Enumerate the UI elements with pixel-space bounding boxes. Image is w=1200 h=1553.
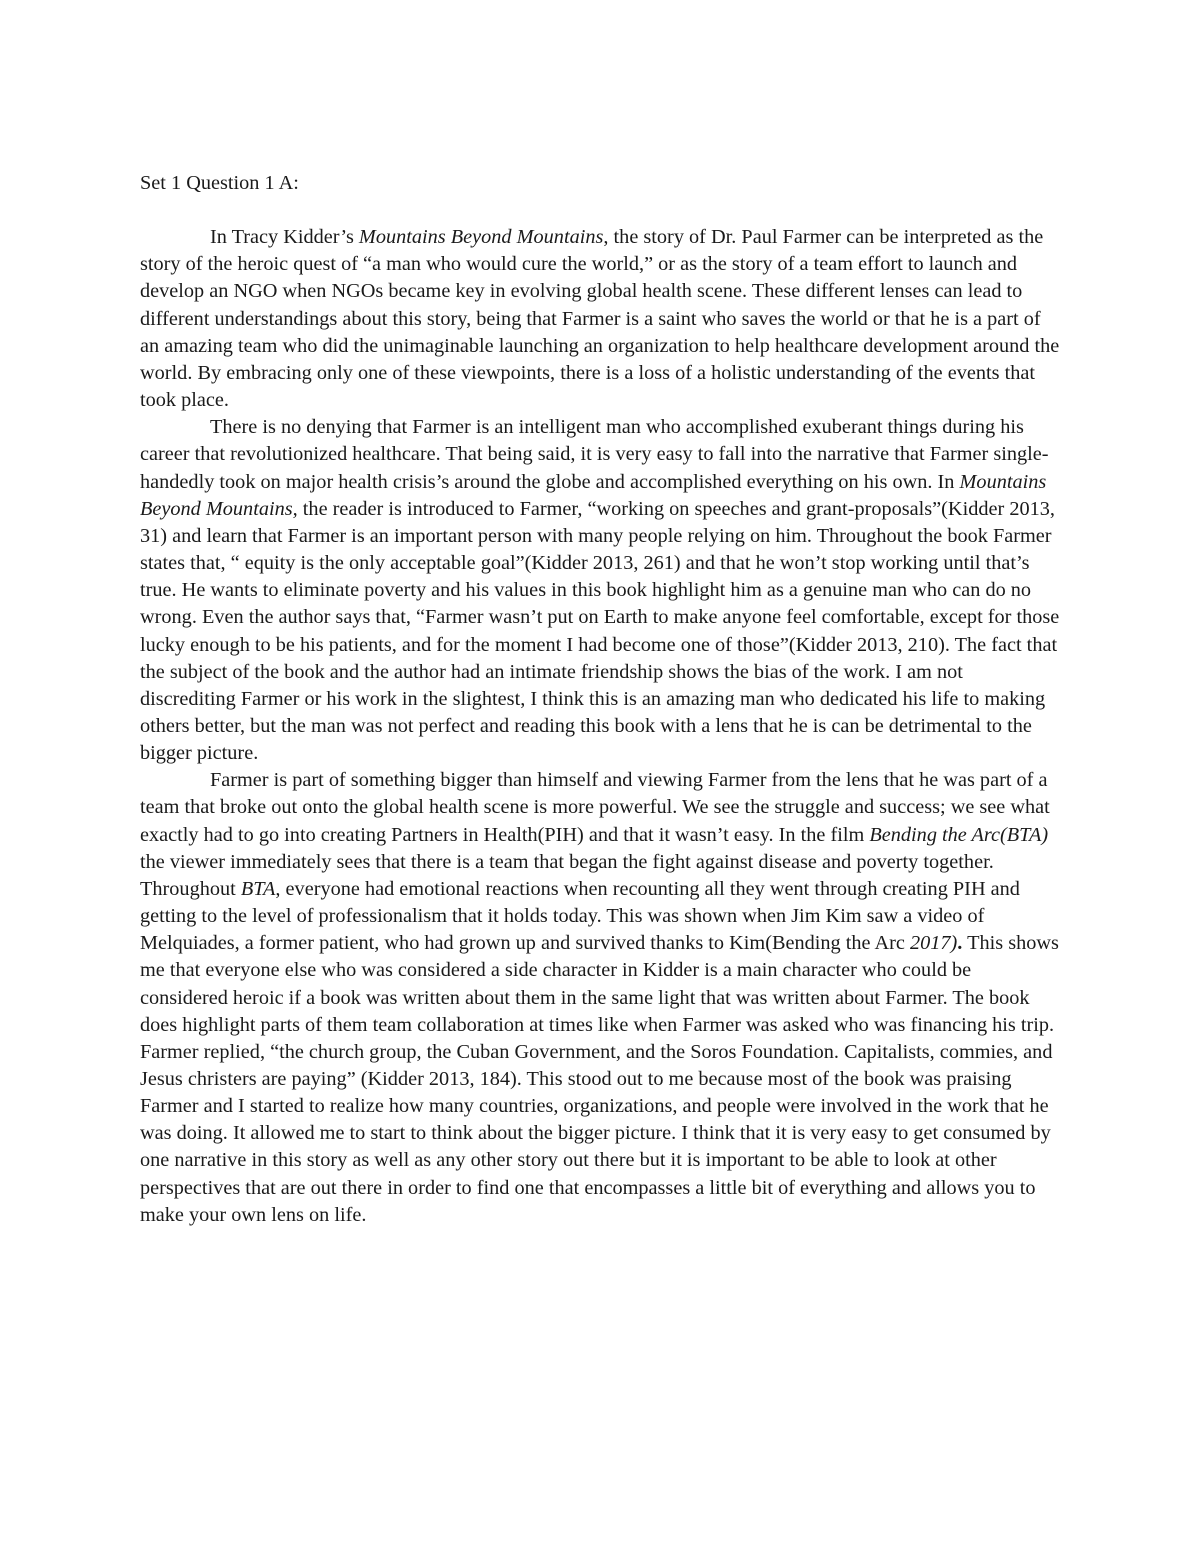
text-run: the reader is introduced to Farmer, “working on speeches and grant-proposals”(Kidder 2013, 31) and learn that Farmer is an important person with many people relying on him. Throughout the book Farmer states that, “ equity is the only acceptable goal”(Kidder 2013, 261) and that he won’t stop working until that’s true. He wants to eliminate poverty and his values in this book highlight him as a genuine man who can do no wrong. Even the author says that, “Farmer wasn’t put on Earth to make anyone feel comfortable, except for those lucky enough to be his patients, and for the moment I had become one of those”(Kidder 2013, 210). The fact that the subject of the book and the author had an intimate friendship shows the bias of the work. I am not discrediting Farmer or his work in the slightest, I think this is an amazing man who dedicated his life to making others better, but the man was not perfect and reading this book with a lens that he is can be detrimental to the bigger picture. xyxy=(140,497,1060,765)
book-title: Mountains Beyond Mountains, xyxy=(140,470,1047,520)
book-title: Mountains Beyond Mountains xyxy=(358,226,604,249)
film-title: Bending the Arc(BTA) xyxy=(869,823,1049,846)
film-abbreviation: BTA xyxy=(240,877,276,900)
paragraph-3 xyxy=(140,767,1060,1229)
document-heading: Set 1 Question 1 A: xyxy=(140,172,299,194)
text-run: , the story of Dr. Paul Farmer can be interpreted as the story of the heroic quest of “a man who would cure the world,” or as the story of a team effort to launch and develop an NGO when NGOs became key in evolving global health scene. These different lenses can lead to different understandings about this story, being that Farmer is a saint who saves the world or that he is a part of an amazing team who did the unimaginable launching an organization to help healthcare development around the world. By embracing only one of these viewpoints, there is a loss of a holistic understanding of the events that took place. xyxy=(140,226,1060,412)
text-run: Farmer is part of something bigger than himself and viewing Farmer from the lens that he was part of a team that broke out onto the global health scene is more powerful. We see the struggle and success; we see what exactly had to go into creating Partners in Health(PIH) and that it wasn’t easy. In the film xyxy=(140,769,1050,846)
text-run: There is no denying that Farmer is an intelligent man who accomplished exuberant things during his career that revolutionized healthcare. That being said, it is very easy to fall into the narrative that Farmer single-handedly took on major health crisis’s around the globe and accomplished everything on his own. In xyxy=(140,416,1049,493)
citation-year: 2017) xyxy=(909,932,958,955)
text-run: This shows me that everyone else who was considered a side character in Kidder is a main character who could be considered heroic if a book was written about them in the same light that was written about Farmer. The book does highlight parts of them team collaboration at times like when Farmer was asked who was financing his trip. Farmer replied, “the church group, the Cuban Government, and the Soros Foundation. Capitalists, commies, and Jesus christers are paying” (Kidder 2013, 184). This stood out to me because most of the book was praising Farmer and I started to realize how many countries, organizations, and people were involved in the work that he was doing. It allowed me to start to think about the bigger picture. I think that it is very easy to get consumed by one narrative in this story as well as any other story out there but it is important to be able to look at other perspectives that are out there in order to find one that encompasses a little bit of everything and allows you to make your own lens on life. xyxy=(140,932,1059,1226)
document-body xyxy=(140,170,1060,1229)
text-run: the viewer immediately sees that there is a team that began the fight against disease and poverty together. Throughout xyxy=(140,850,994,900)
text-run: In Tracy Kidder’s xyxy=(210,226,359,249)
paragraph-2 xyxy=(140,414,1060,767)
bold-period: . xyxy=(957,932,963,955)
text-run: , everyone had emotional reactions when recounting all they went through creating PIH and getting to the level of professionalism that it holds today. This was shown when Jim Kim saw a video of Melquiades, a former patient, who had grown up and survived thanks to Kim(Bending the Arc xyxy=(140,877,1020,955)
paragraph-1 xyxy=(140,224,1060,414)
